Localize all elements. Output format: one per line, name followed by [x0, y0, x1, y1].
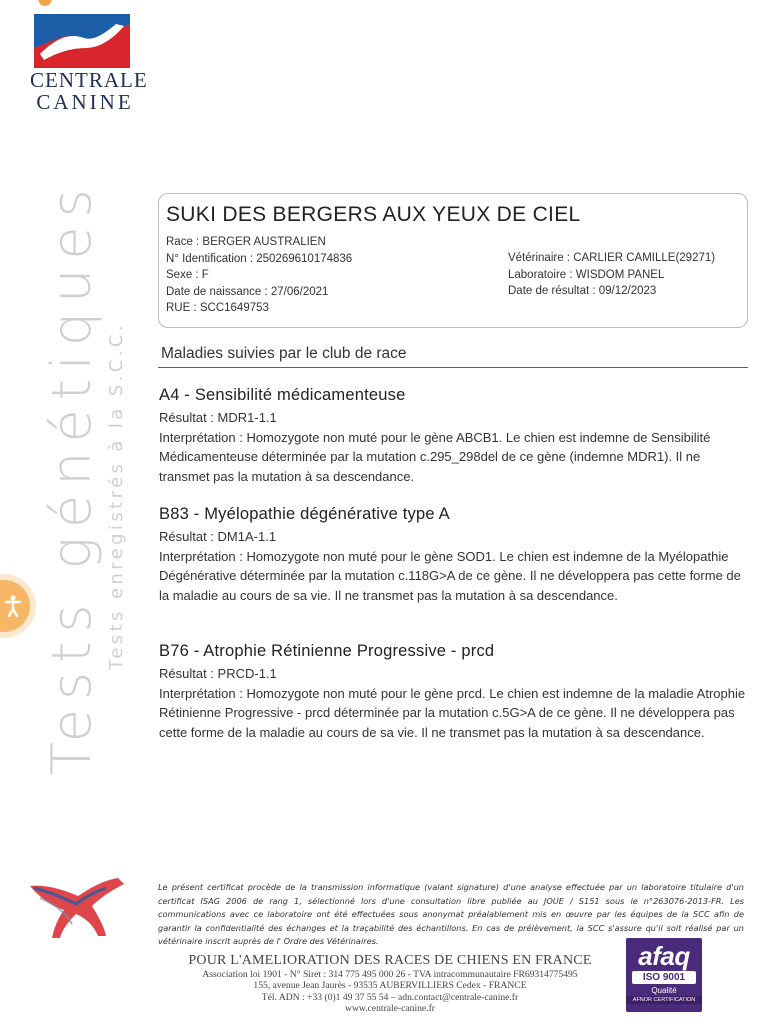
rue: RUE : SCC1649753	[166, 302, 269, 314]
logo-word-2: CANINE	[36, 90, 134, 114]
disease-title: A4 - Sensibilité médicamenteuse	[159, 386, 406, 404]
disease-result: Résultat : MDR1-1.1	[159, 410, 277, 425]
side-subtitle: Tests enregistrés à la S.C.C.	[106, 322, 127, 670]
disease-title: B83 - Myélopathie dégénérative type A	[159, 505, 450, 523]
disease-item	[159, 642, 749, 742]
association-siret: Association loi 1901 - N° Siret : 314 775 495 000 26 - TVA intracommunautaire FR69314775495	[202, 969, 578, 980]
dog-name: SUKI DES BERGERS AUX YEUX DE CIEL	[166, 203, 581, 226]
result-date: Date de résultat : 09/12/2023	[508, 285, 657, 297]
breed: Race : BERGER AUSTRALIEN	[166, 236, 326, 248]
disease-item	[159, 505, 749, 605]
accessibility-button[interactable]	[0, 580, 30, 632]
disease-item	[159, 386, 749, 486]
logo-word-1: CENTRALE	[30, 68, 148, 92]
disease-result: Résultat : PRCD-1.1	[159, 666, 277, 681]
afaq-iso: ISO 9001	[632, 971, 696, 984]
disease-result: Résultat : DM1A-1.1	[159, 529, 277, 544]
dog-info-left	[166, 234, 352, 317]
disease-interpretation: Interprétation : Homozygote non muté pour le gène ABCB1. Le chien est indemne de Sensibilité Médicamenteuse déterminée par la mutation c.295_298del de ce gène (indemne MDR1). Il ne transmet pas la mutation à sa descendance.	[159, 429, 711, 484]
afaq-brand: afaq	[638, 941, 690, 971]
person-icon	[4, 595, 22, 617]
afaq-iso-badge	[626, 938, 702, 1012]
association-website[interactable]: www.centrale-canine.fr	[345, 1003, 435, 1015]
section-divider	[158, 367, 748, 368]
centrale-canine-logo-icon	[34, 14, 130, 68]
association-block	[160, 953, 620, 1015]
dog-info-right	[508, 250, 715, 300]
disease-title: B76 - Atrophie Rétinienne Progressive - prcd	[159, 642, 495, 660]
disease-interpretation: Interprétation : Homozygote non muté pour le gène prcd. Le chien est indemne de la maladie Atrophie Rétinienne Progressive - prcd déterminée par la mutation c.5G>A de ce gène. Il ne développera pas cette forme de la maladie au cours de sa vie. Il ne transmet pas la mutation à sa descendance.	[159, 685, 746, 740]
veterinarian: Vétérinaire : CARLIER CAMILLE(29271)	[508, 252, 716, 264]
association-title: POUR L'AMELIORATION DES RACES DE CHIENS EN FRANCE	[188, 953, 592, 968]
laboratory: Laboratoire : WISDOM PANEL	[508, 268, 665, 281]
disease-interpretation: Interprétation : Homozygote non muté pour le gène SOD1. Le chien est indemne de la Myélopathie Dégénérative déterminée par la mutation c.118G>A de ce gène. Il ne développera pas cette forme de la maladie au cours de sa vie. Il ne transmet pas la mutation à sa descendance.	[159, 548, 741, 603]
section-title: Maladies suivies par le club de race	[161, 345, 407, 362]
identification: N° Identification : 250269610174836	[166, 252, 353, 265]
association-contact: Tél. ADN : +33 (0)1 49 37 55 54 – adn.contact@centrale-canine.fr	[261, 991, 519, 1003]
birth-date: Date de naissance : 27/06/2021	[166, 285, 329, 298]
top-orange-dot	[38, 0, 52, 6]
afaq-cert: AFNOR CERTIFICATION	[626, 996, 702, 1004]
sex: Sexe : F	[166, 269, 209, 281]
association-address: 155, avenue Jean Jaurès - 93535 AUBERVILLIERS Cedex - FRANCE	[253, 980, 527, 992]
legal-notice: Le présent certificat procède de la transmission informatique (valant signature) d'une analyse effectuée par un laboratoire titulaire d'un certificat ISAG 2006 de rang 1, sélectionné lors d'une consultation libre publiée au JOUE / S151 sous le n°263076-2013-FR. Les communications avec ce laboratoire ont été effectuées sous anonymat préalablement mis en œuvre par les équipes de la SCC afin de garantir la confidentialité des échanges et la traçabilité des échantillons. En cas de prélèvement, la SCC s'assure qu'il soit réalisé par un vétérinaire inscrit auprès de l' Ordre des Vétérinaires.	[158, 882, 744, 947]
afaq-quality: Qualité	[651, 986, 677, 995]
side-title: Tests génétiques	[40, 180, 103, 775]
running-dog-emblem-icon	[20, 868, 130, 940]
